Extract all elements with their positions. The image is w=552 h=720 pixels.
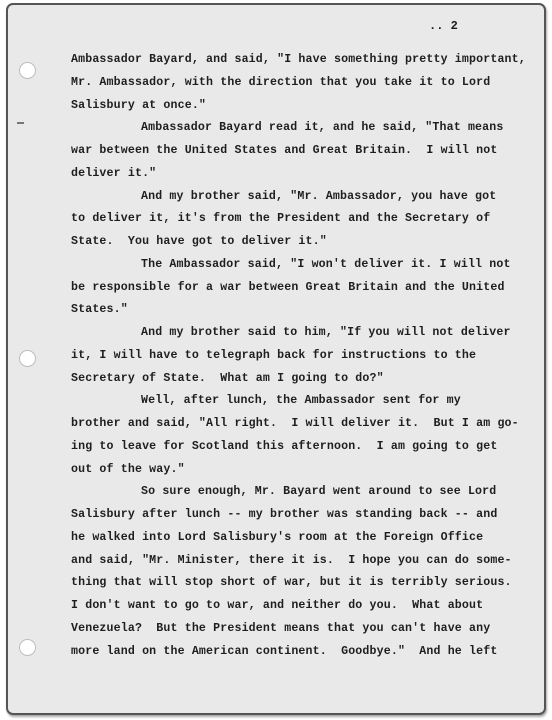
text-line: Salisbury at once." xyxy=(71,98,207,112)
text-line: more land on the American continent. Goodbye." And he left xyxy=(71,644,498,658)
text-line: Mr. Ambassador, with the direction that you take it to Lord xyxy=(71,75,491,89)
text-line: brother and said, "All right. I will deliver it. But I am go- xyxy=(71,417,519,430)
text-line: and said, "Mr. Minister, there it is. I hope you can do some- xyxy=(71,553,512,567)
text-line: be responsible for a war between Great Britain and the United xyxy=(71,280,505,294)
text-line: Well, after lunch, the Ambassador sent for my xyxy=(141,394,461,408)
text-line: ing to leave for Scotland this afternoon. I am going to get xyxy=(71,439,498,453)
text-line: Secretary of State. What am I going to do?" xyxy=(71,371,384,385)
text-line: The Ambassador said, "I won't deliver it. I will not xyxy=(141,257,511,271)
punch-hole-bottom xyxy=(19,639,36,656)
punch-hole-middle xyxy=(19,350,36,367)
text-line: Ambassador Bayard, and said, "I have something pretty important, xyxy=(71,53,526,66)
text-line: he walked into Lord Salisbury's room at the Foreign Office xyxy=(71,530,484,544)
text-line: And my brother said, "Mr. Ambassador, you have got xyxy=(141,189,497,203)
text-line: Salisbury after lunch -- my brother was standing back -- and xyxy=(71,508,498,521)
text-line: war between the United States and Great Britain. I will not xyxy=(71,144,498,157)
text-line: deliver it." xyxy=(71,166,157,180)
text-line: Ambassador Bayard read it, and he said, "That means xyxy=(141,121,504,135)
text-line: to deliver it, it's from the President and the Secretary of xyxy=(71,212,491,226)
text-line: I don't want to go to war, and neither do you. What about xyxy=(71,599,484,612)
text-line: State. You have got to deliver it." xyxy=(71,235,327,248)
text-line: States." xyxy=(71,303,128,317)
punch-hole-top xyxy=(19,62,36,79)
body-text xyxy=(71,49,526,663)
text-line: So sure enough, Mr. Bayard went around to see Lord xyxy=(141,485,497,499)
document-page xyxy=(6,3,546,715)
page-number: .. 2 xyxy=(429,19,458,33)
text-line: And my brother said to him, "If you will not deliver xyxy=(141,326,511,339)
text-line: out of the way." xyxy=(71,462,185,476)
text-line: thing that will stop short of war, but it is terribly serious. xyxy=(71,576,512,590)
text-line: it, I will have to telegraph back for instructions to the xyxy=(71,348,477,362)
text-line: Venezuela? But the President means that you can't have any xyxy=(71,621,491,635)
margin-mark xyxy=(17,122,24,124)
